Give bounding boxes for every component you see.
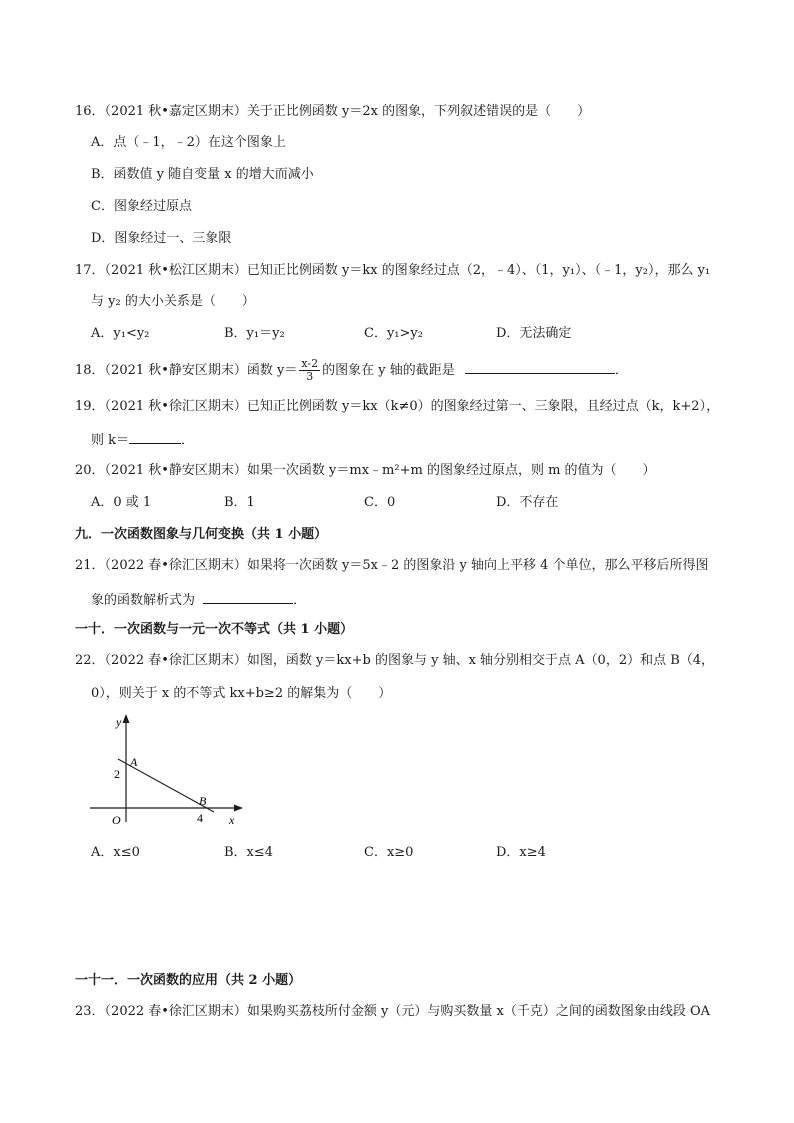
- q20-option-c: C．0: [364, 495, 396, 510]
- q21-stem-continued: [91, 590, 306, 610]
- q20-option-d: D．不存在: [496, 495, 559, 510]
- q20-stem: 20．（2021 秋•静安区期末）如果一次函数 y＝mx﹣m²+m 的图象经过原点，则 m 的值为（ ）: [75, 463, 656, 478]
- q17-option-d: D．无法确定: [496, 326, 572, 341]
- q21-answer-blank[interactable]: [203, 590, 293, 604]
- q18-stem-prefix: 18．（2021 秋•静安区期末）函数 y＝: [75, 363, 298, 378]
- q19-answer-blank[interactable]: [129, 430, 181, 444]
- q17-stem: 17．（2021 秋•松江区期末）已知正比例函数 y＝kx 的图象经过点（2，﹣4）、（1，y₁）、（﹣1，y₂），那么 y₁: [75, 263, 711, 278]
- section-9-heading: 九．一次函数图象与几何变换（共 1 小题）: [75, 527, 328, 542]
- q19-stem-prefix: 则 k＝: [91, 433, 130, 448]
- q22-option-c: C．x≥0: [364, 845, 414, 860]
- y-tick-label: 2: [114, 767, 120, 781]
- q19-stem-end: ．: [181, 433, 195, 448]
- q16-option-d: D．图象经过一、三象限: [91, 231, 232, 246]
- q22-options: [91, 844, 731, 862]
- origin-label: O: [112, 813, 121, 827]
- q17-stem-continued: 与 y₂ 的大小关系是（ ）: [91, 294, 255, 309]
- q20-option-a: A．0 或 1: [91, 495, 152, 510]
- q21-stem-prefix: 象的函数解析式为: [91, 593, 196, 608]
- q20-option-b: B．1: [224, 495, 255, 510]
- q21-stem: 21．（2022 春•徐汇区期末）如果将一次函数 y＝5x﹣2 的图象沿 y 轴向上平移 4 个单位，那么平移后所得图: [75, 558, 709, 573]
- q18-answer-blank[interactable]: [465, 360, 615, 374]
- y-axis-arrow: [123, 714, 130, 723]
- y-axis-label: y: [116, 715, 122, 729]
- q21-stem-end: ．: [293, 593, 307, 608]
- q22-function-graph: [88, 712, 248, 830]
- q16-option-a: A．点（﹣1，﹣2）在这个图象上: [91, 135, 286, 150]
- q22-stem: 22．（2022 春•徐汇区期末）如图，函数 y＝kx+b 的图象与 y 轴、x 轴分别相交于点 A（0，2）和点 B（4，: [75, 653, 715, 668]
- point-b-label: B: [199, 794, 207, 808]
- q19-stem: 19．（2021 秋•徐汇区期末）已知正比例函数 y＝kx（k≠0）的图象经过第一、三象限，且经过点（k，k+2），: [75, 399, 720, 414]
- q19-stem-continued: [91, 430, 194, 450]
- q18-fraction-denominator: 3: [306, 370, 314, 383]
- q17-option-b: B．y₁＝y₂: [224, 326, 285, 341]
- q18-fraction: [299, 358, 320, 383]
- q22-stem-continued: 0），则关于 x 的不等式 kx+b≥2 的解集为（ ）: [91, 686, 392, 701]
- x-axis-label: x: [229, 813, 235, 827]
- q17-options: [91, 325, 731, 343]
- q22-option-a: A．x≤0: [91, 845, 140, 860]
- q16-option-c: C．图象经过原点: [91, 199, 192, 214]
- q20-options: [91, 494, 731, 512]
- q23-stem: 23．（2022 春•徐汇区期末）如果购买荔枝所付金额 y（元）与购买数量 x（千克）之间的函数图象由线段 OA: [75, 1004, 711, 1019]
- q18-stem-suffix: 的图象在 y 轴的截距是: [322, 363, 455, 378]
- q18-fraction-numerator: x-2: [301, 357, 319, 370]
- q16-stem: 16．（2021 秋•嘉定区期末）关于正比例函数 y＝2x 的图象，下列叙述错误的是（ ）: [75, 104, 591, 119]
- q22-option-b: B．x≤4: [224, 845, 274, 860]
- q18-stem-end: ．: [614, 363, 628, 378]
- q16-option-b: B．函数值 y 随自变量 x 的增大而减小: [91, 167, 314, 182]
- section-10-heading: 一十．一次函数与一元一次不等式（共 1 小题）: [75, 622, 354, 637]
- q22-option-d: D．x≥4: [496, 845, 546, 860]
- point-a-label: A: [130, 755, 138, 769]
- q17-option-c: C．y₁>y₂: [364, 326, 423, 341]
- x-tick-label: 4: [197, 811, 203, 825]
- x-axis-arrow: [234, 805, 243, 812]
- q17-option-a: A．y₁<y₂: [91, 326, 150, 341]
- section-11-heading: 一十一．一次函数的应用（共 2 小题）: [75, 973, 302, 988]
- q18-stem: [75, 358, 628, 383]
